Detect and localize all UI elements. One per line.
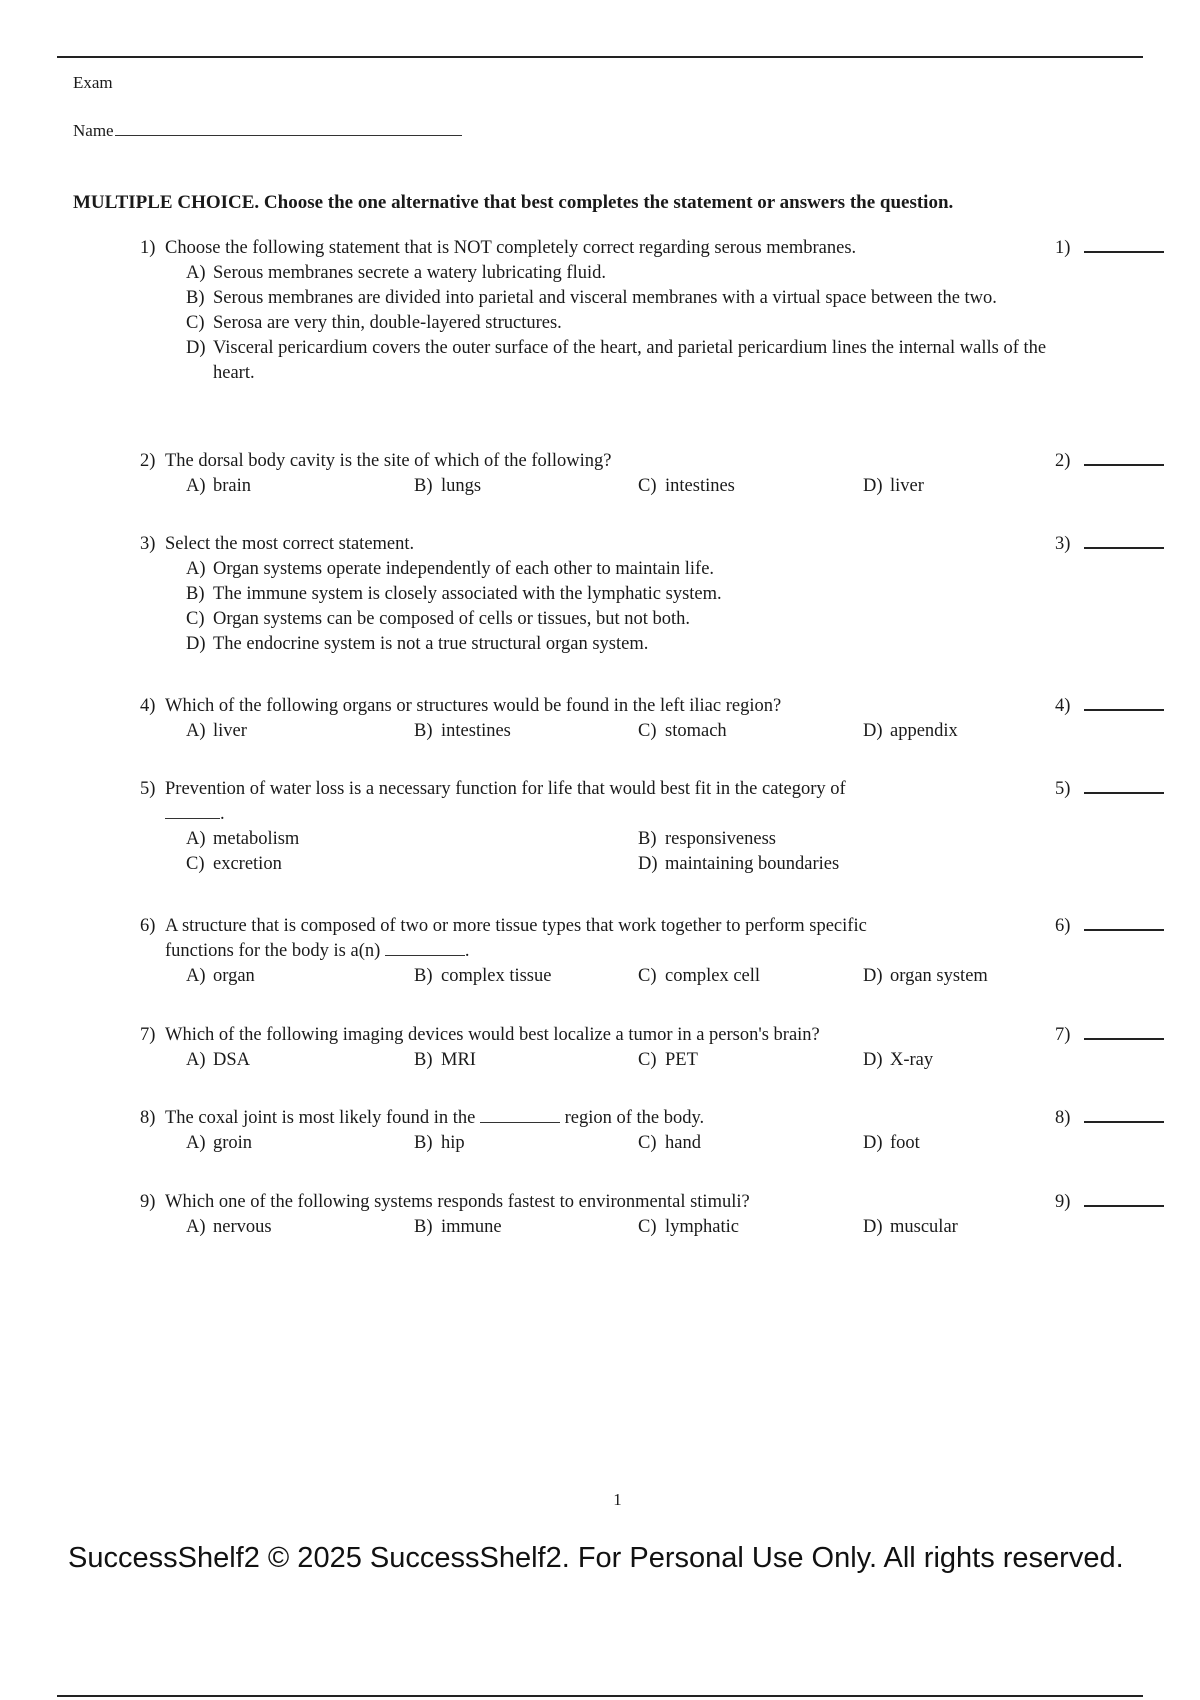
option-text: The immune system is closely associated with the lymphatic system. [213, 584, 722, 604]
option-text: complex tissue [441, 966, 552, 986]
options-row [186, 1131, 1056, 1156]
option-text: Serosa are very thin, double-layered structures. [213, 313, 562, 333]
option-d[interactable] [186, 632, 1056, 657]
option-letter: D) [863, 476, 883, 496]
name-blank[interactable] [115, 121, 462, 136]
option-letter: B) [414, 1133, 433, 1153]
option-text: groin [213, 1133, 253, 1153]
page-number: 1 [613, 1490, 622, 1509]
instructions: MULTIPLE CHOICE. Choose the one alternative that best completes the statement or answers the question. [73, 192, 954, 213]
question-7 [140, 1023, 1170, 1073]
question-stem-cont: functions for the body is a(n) [165, 941, 381, 961]
answer-label: 9) [1055, 1192, 1071, 1212]
option-text: stomach [665, 721, 727, 741]
question-stem: The dorsal body cavity is the site of which of the following? [165, 451, 612, 471]
option-text: foot [890, 1133, 920, 1153]
option-b[interactable] [414, 1048, 476, 1073]
option-letter: B) [638, 829, 657, 849]
option-d[interactable] [863, 1131, 920, 1156]
option-text: appendix [890, 721, 958, 741]
option-b[interactable] [638, 827, 776, 852]
answer-slot[interactable] [1055, 1190, 1164, 1215]
option-b[interactable] [414, 964, 551, 989]
option-c[interactable] [186, 311, 1056, 336]
option-b[interactable] [414, 719, 511, 744]
answer-blank[interactable] [1084, 535, 1164, 549]
option-text: maintaining boundaries [665, 854, 840, 874]
question-number: 5) [140, 779, 156, 799]
bottom-rule [57, 1695, 1143, 1697]
question-number: 3) [140, 534, 156, 554]
option-text: excretion [213, 854, 282, 874]
answer-blank[interactable] [1084, 917, 1164, 931]
option-c[interactable] [638, 1131, 701, 1156]
options-grid [186, 827, 1056, 877]
option-a[interactable] [186, 1131, 252, 1156]
options-list [186, 261, 1056, 386]
question-9 [140, 1190, 1170, 1240]
fill-in-blank[interactable] [480, 1110, 560, 1123]
option-d[interactable] [863, 474, 924, 499]
option-letter: D) [863, 1217, 883, 1237]
option-text: lymphatic [665, 1217, 739, 1237]
option-c[interactable] [186, 852, 282, 877]
option-d[interactable] [863, 1048, 933, 1073]
option-letter: A) [186, 1133, 206, 1153]
option-c[interactable] [638, 474, 735, 499]
options-row [186, 474, 1056, 499]
option-text: organ [213, 966, 255, 986]
answer-slot[interactable] [1055, 777, 1164, 802]
question-number: 1) [140, 238, 156, 258]
option-text: Serous membranes are divided into parietal and visceral membranes with a virtual space between the two. [213, 288, 997, 308]
answer-slot[interactable] [1055, 1023, 1164, 1048]
option-d[interactable] [638, 852, 839, 877]
option-letter: A) [186, 559, 206, 579]
option-text: Organ systems can be composed of cells or tissues, but not both. [213, 609, 690, 629]
question-number: 6) [140, 916, 156, 936]
answer-label: 2) [1055, 451, 1071, 471]
answer-slot[interactable] [1055, 694, 1164, 719]
option-c[interactable] [186, 607, 1056, 632]
option-letter: C) [638, 1217, 657, 1237]
question-stem: A structure that is composed of two or more tissue types that work together to perform specific [165, 916, 867, 936]
answer-label: 5) [1055, 779, 1071, 799]
option-text: Visceral pericardium covers the outer surface of the heart, and parietal pericardium lines the internal walls of the heart. [213, 338, 1047, 383]
option-text: X-ray [890, 1050, 934, 1070]
option-a[interactable] [186, 719, 247, 744]
option-c[interactable] [638, 1215, 739, 1240]
option-letter: C) [638, 476, 657, 496]
fill-in-blank[interactable] [385, 943, 465, 956]
option-d[interactable] [863, 1215, 958, 1240]
answer-blank[interactable] [1084, 1193, 1164, 1207]
answer-label: 1) [1055, 238, 1071, 258]
option-a[interactable] [186, 964, 255, 989]
option-text: brain [213, 476, 252, 496]
answer-blank[interactable] [1084, 780, 1164, 794]
question-1 [140, 236, 1170, 386]
answer-slot[interactable] [1055, 532, 1164, 557]
answer-label: 3) [1055, 534, 1071, 554]
answer-slot[interactable] [1055, 1106, 1164, 1131]
answer-blank[interactable] [1084, 1026, 1164, 1040]
question-stem: Prevention of water loss is a necessary function for life that would best fit in the category of [165, 779, 846, 799]
option-d[interactable] [863, 719, 958, 744]
option-letter: A) [186, 829, 206, 849]
option-letter: A) [186, 966, 206, 986]
question-stem-cont: region of the body. [564, 1108, 705, 1128]
option-letter: B) [186, 584, 205, 604]
option-text: metabolism [213, 829, 300, 849]
option-text: liver [213, 721, 247, 741]
question-2 [140, 449, 1170, 499]
option-c[interactable] [638, 719, 727, 744]
question-stem: Choose the following statement that is NOT completely correct regarding serous membranes. [165, 238, 857, 258]
option-text: The endocrine system is not a true structural organ system. [213, 634, 649, 654]
option-letter: A) [186, 1050, 206, 1070]
option-a[interactable] [186, 1215, 272, 1240]
option-letter: C) [638, 1050, 657, 1070]
option-text: complex cell [665, 966, 761, 986]
question-8 [140, 1106, 1170, 1156]
answer-label: 8) [1055, 1108, 1071, 1128]
question-stem: Which of the following imaging devices would best localize a tumor in a person's brain? [165, 1025, 820, 1045]
option-b[interactable] [414, 1215, 502, 1240]
option-letter: B) [414, 1217, 433, 1237]
option-text: intestines [665, 476, 735, 496]
option-text: nervous [213, 1217, 272, 1237]
option-c[interactable] [638, 964, 760, 989]
option-letter: D) [638, 854, 658, 874]
answer-slot[interactable] [1055, 914, 1164, 939]
option-letter: D) [863, 1133, 883, 1153]
option-text: hand [665, 1133, 701, 1153]
option-a[interactable] [186, 474, 251, 499]
option-text: Serous membranes secrete a watery lubricating fluid. [213, 263, 606, 283]
option-letter: D) [863, 966, 883, 986]
option-text: intestines [441, 721, 511, 741]
question-stem: Which of the following organs or structures would be found in the left iliac region? [165, 696, 782, 716]
option-text: liver [890, 476, 924, 496]
options-row [186, 1215, 1056, 1240]
options-row [186, 964, 1056, 989]
option-b[interactable] [186, 582, 1056, 607]
option-text: responsiveness [665, 829, 776, 849]
option-text: PET [665, 1050, 698, 1070]
answer-label: 6) [1055, 916, 1071, 936]
option-text: hip [441, 1133, 465, 1153]
question-number: 8) [140, 1108, 156, 1128]
option-letter: A) [186, 476, 206, 496]
option-text: lungs [441, 476, 482, 496]
question-6: 6) A structure that is composed of two or more tissue types that work together to perform specific functions for the body is a(n) . 6) A) organ B) complex tissue C) complex cell D) organ system [140, 914, 1170, 989]
option-letter: D) [863, 1050, 883, 1070]
exam-label: Exam [73, 73, 113, 92]
question-stem: Which one of the following systems responds fastest to environmental stimuli? [165, 1192, 750, 1212]
option-c[interactable] [638, 1048, 698, 1073]
option-a[interactable] [186, 557, 1056, 582]
answer-label: 7) [1055, 1025, 1071, 1045]
question-stem: The coxal joint is most likely found in the [165, 1108, 476, 1128]
option-b[interactable] [414, 474, 481, 499]
question-number: 9) [140, 1192, 156, 1212]
option-letter: A) [186, 721, 206, 741]
option-letter: D) [186, 338, 206, 358]
option-letter: C) [186, 609, 205, 629]
answer-blank[interactable] [1084, 1109, 1164, 1123]
options-list [186, 557, 1056, 657]
option-b[interactable] [186, 286, 1056, 311]
question-number: 4) [140, 696, 156, 716]
option-letter: A) [186, 1217, 206, 1237]
option-text: muscular [890, 1217, 958, 1237]
option-b[interactable] [414, 1131, 465, 1156]
answer-label: 4) [1055, 696, 1071, 716]
fill-in-blank[interactable] [165, 806, 220, 819]
name-field[interactable] [73, 121, 462, 141]
answer-blank[interactable] [1084, 239, 1164, 253]
option-letter: C) [638, 966, 657, 986]
answer-slot[interactable] [1055, 236, 1164, 261]
question-number: 7) [140, 1025, 156, 1045]
option-letter: B) [414, 476, 433, 496]
question-number: 2) [140, 451, 156, 471]
question-5: 5) Prevention of water loss is a necessary function for life that would best fit in the category of . 5) A) metabolism B) responsiveness C) excretion D) maintaining boundaries [140, 777, 1170, 877]
option-d[interactable] [863, 964, 988, 989]
option-letter: B) [414, 966, 433, 986]
option-letter: C) [638, 721, 657, 741]
option-text: immune [441, 1217, 502, 1237]
options-row [186, 1048, 1056, 1073]
option-a[interactable] [186, 827, 299, 852]
option-text: organ system [890, 966, 988, 986]
option-letter: D) [863, 721, 883, 741]
option-d[interactable] [186, 336, 1056, 386]
option-letter: B) [414, 721, 433, 741]
answer-slot[interactable] [1055, 449, 1164, 474]
option-a[interactable] [186, 261, 1056, 286]
option-letter: C) [638, 1133, 657, 1153]
option-a[interactable] [186, 1048, 250, 1073]
option-text: Organ systems operate independently of each other to maintain life. [213, 559, 715, 579]
question-stem: Select the most correct statement. [165, 534, 415, 554]
option-letter: D) [186, 634, 206, 654]
option-letter: C) [186, 313, 205, 333]
option-letter: B) [414, 1050, 433, 1070]
answer-blank[interactable] [1084, 452, 1164, 466]
option-letter: A) [186, 263, 206, 283]
option-letter: C) [186, 854, 205, 874]
options-row [186, 719, 1056, 744]
option-letter: B) [186, 288, 205, 308]
question-3 [140, 532, 1170, 657]
answer-blank[interactable] [1084, 697, 1164, 711]
option-text: MRI [441, 1050, 476, 1070]
copyright-footer: SuccessShelf2 © 2025 SuccessShelf2. For Personal Use Only. All rights reserved. [68, 1542, 1124, 1574]
name-label: Name [73, 121, 114, 140]
top-rule [57, 56, 1143, 58]
question-4 [140, 694, 1170, 744]
option-text: DSA [213, 1050, 251, 1070]
